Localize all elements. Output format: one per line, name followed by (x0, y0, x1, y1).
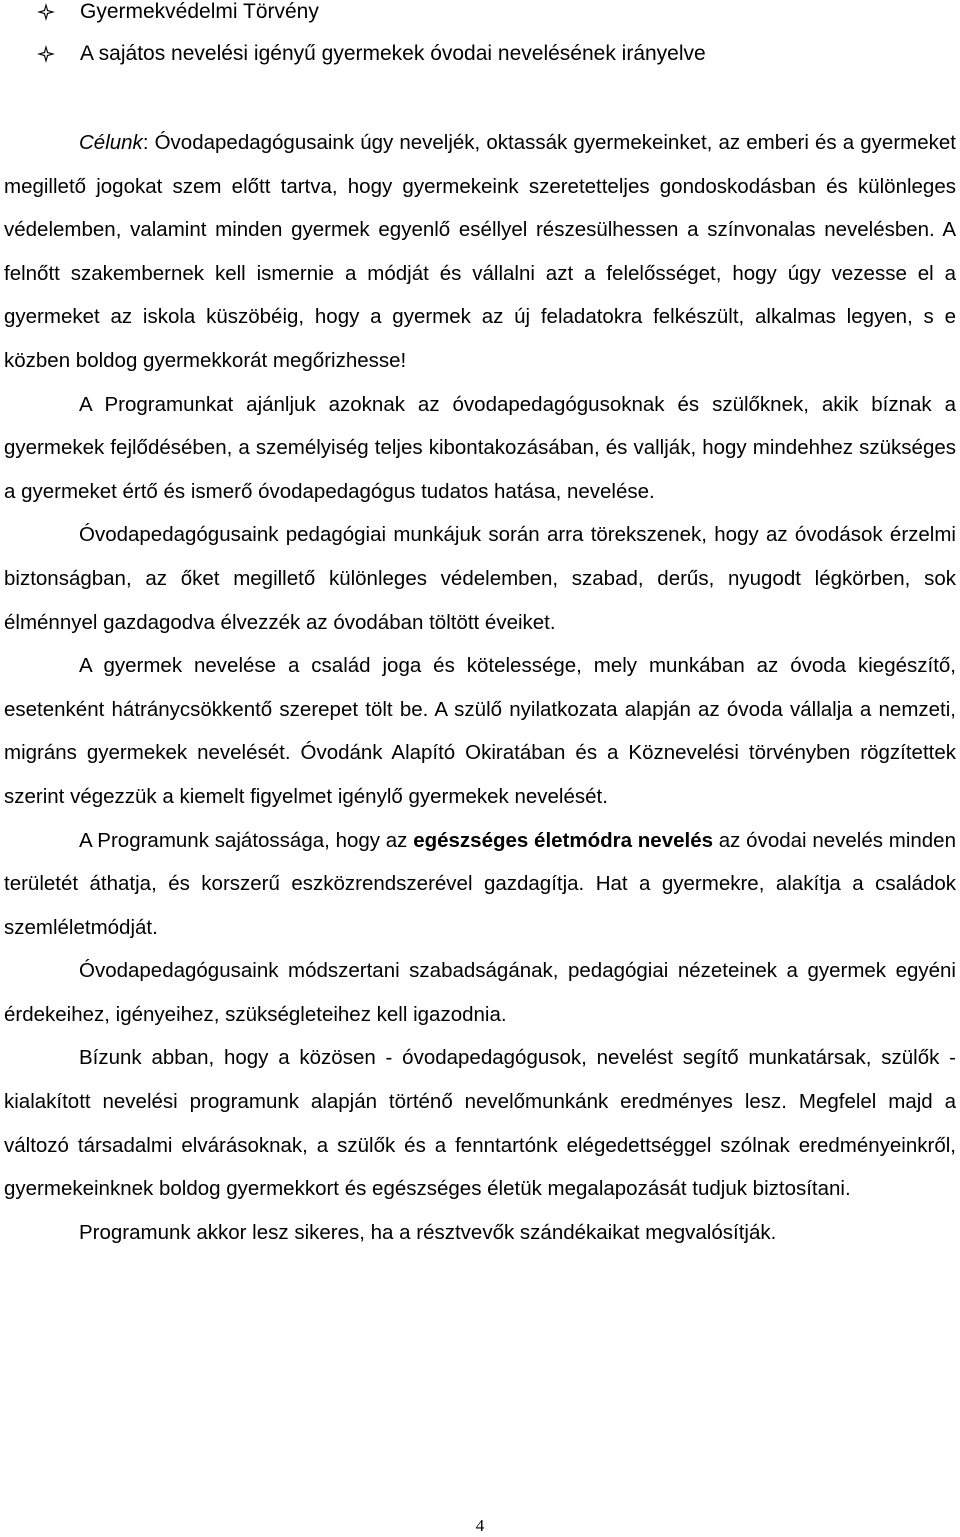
goal-label: Célunk (79, 131, 143, 154)
bullet-text: A sajátos nevelési igényű gyermekek óvodai nevelésének irányelve (80, 42, 706, 65)
diamond-bullet-icon (36, 44, 56, 64)
paragraph-goal (4, 121, 956, 383)
paragraph: Bízunk abban, hogy a közösen - óvodapedagógusok, nevelést segítő munkatársak, szülők - kialakított nevelési programunk alapján történő nevelőmunkánk eredményes lesz. Megfelel majd a változó társadalmi elvárásoknak, a szülők és a fenntartónk elégedettséggel szólnak eredményeinkről, gyermekeinknek boldog gyermekkort és egészséges életük megalapozását tudjuk biztosítani. (4, 1046, 956, 1201)
paragraph-text: az óvodai nevelés minden területét áthatja, és korszerű eszközrendszerével gazdagítja. Hat a gyermekre, alakítja a családok szemléletmódját. (4, 828, 956, 939)
paragraph: Programunk akkor lesz sikeres, ha a résztvevők szándékaikat megvalósítják. (79, 1220, 777, 1244)
paragraph-healthy-lifestyle (4, 819, 956, 950)
bullet-text: Gyermekvédelmi Törvény (80, 0, 319, 23)
paragraph: A Programunkat ajánljuk azoknak az óvodapedagógusoknak és szülőknek, akik bíznak a gyermekek fejlődésében, a személyiség teljes kibontakozásában, és vallják, hogy mindehhez szükséges a gyermeket értő és ismerő óvodapedagógus tudatos hatása, nevelése. (4, 392, 956, 503)
paragraph: A gyermek nevelése a család joga és kötelessége, mely munkában az óvoda kiegészítő, esetenként hátránycsökkentő szerepet tölt be. A szülő nyilatkozata alapján az óvoda vállalja a nemzeti, migráns gyermekek nevelését. Óvodánk Alapító Okiratában és a Köznevelési törvényben rögzítettek szerint végezzük a kiemelt figyelmet igénylő gyermekek nevelését. (4, 654, 956, 808)
goal-text: : Óvodapedagógusaink úgy neveljék, oktassák gyermekeinket, az emberi és a gyermeket megillető jogokat szem előtt tartva, hogy gyermekeink szeretetteljes gondoskodásban és különleges védelemben, valamint minden gyermek egyenlő eséllyel részesülhessen a színvonalas nevelésben. A felnőtt szakembernek kell ismernie a módját és vállalni azt a felelősséget, hogy úgy vezesse el a gyermeket az iskola küszöbéig, hogy a gyermek az új feladatokra felkészült, alkalmas legyen, s e közben boldog gyermekkorát megőrizhesse! (4, 131, 956, 372)
paragraph: Óvodapedagógusaink módszertani szabadságának, pedagógiai nézeteinek a gyermek egyéni érdekeihez, igényeihez, szükségleteihez kell igazodnia. (4, 959, 956, 1026)
bullet-item (36, 0, 319, 26)
body-text (4, 121, 956, 1254)
page-number: 4 (475, 1516, 485, 1535)
paragraph-text: A Programunk sajátossága, hogy az (79, 828, 414, 852)
paragraph: Óvodapedagógusaink pedagógiai munkájuk során arra törekszenek, hogy az óvodások érzelmi biztonságban, az őket megillető különleges védelemben, szabad, derűs, nyugodt légkörben, sok élménnyel gazdagodva élvezzék az óvodában töltött éveiket. (4, 523, 956, 634)
bullet-item (36, 40, 706, 68)
emphasis-text: egészséges életmódra nevelés (413, 828, 713, 852)
diamond-bullet-icon (36, 2, 56, 22)
